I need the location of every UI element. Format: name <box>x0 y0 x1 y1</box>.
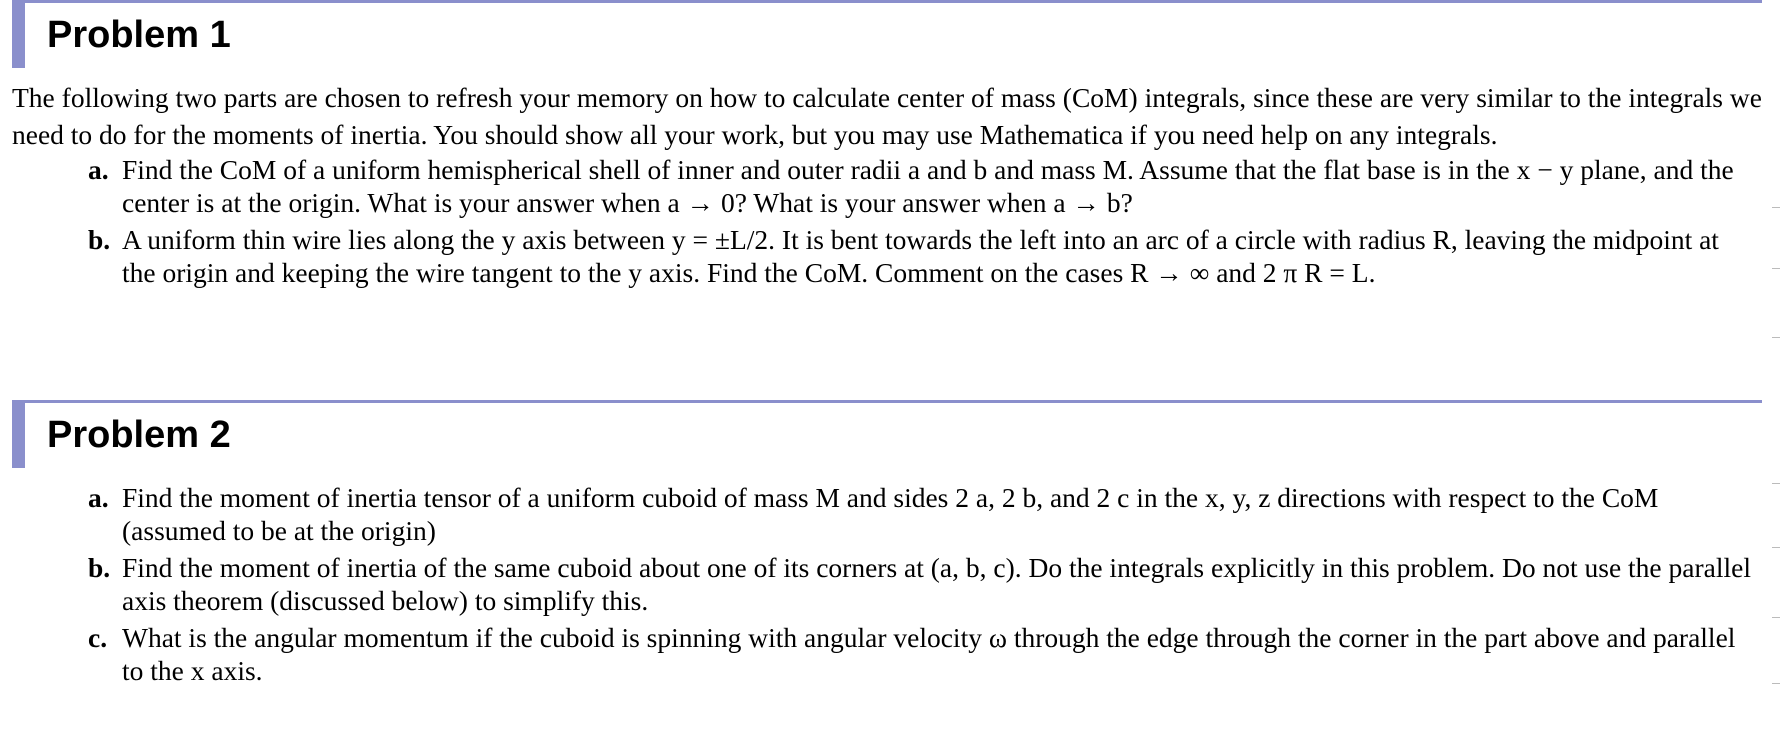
cell-bracket-mark[interactable] <box>1772 268 1780 269</box>
section-accent-bar <box>12 3 25 68</box>
section-accent-bar <box>12 403 25 468</box>
cell-bracket-mark[interactable] <box>1772 617 1780 618</box>
problem-2-part-c <box>88 621 1762 687</box>
problem-1-section <box>12 0 1762 293</box>
problem-2-part-b <box>88 551 1762 617</box>
problem-1-intro: The following two parts are chosen to refresh your memory on how to calculate center of mass (CoM) integrals, since these are very similar to the integrals we need to do for the moments of inertia. You should show all your work, but you may use Mathematica if you need help on any integrals. <box>12 82 1762 150</box>
problem-2-title: Problem 2 <box>47 414 231 456</box>
part-label: a. <box>88 482 109 513</box>
cell-bracket-mark[interactable] <box>1772 207 1780 208</box>
cell-bracket-mark[interactable] <box>1772 683 1780 684</box>
part-label: a. <box>88 154 109 185</box>
cell-bracket-mark[interactable] <box>1772 547 1780 548</box>
cell-bracket-mark[interactable] <box>1772 483 1780 484</box>
part-label: b. <box>88 552 111 583</box>
problem-2-section <box>12 400 1762 691</box>
problem-1-part-a <box>88 153 1762 219</box>
cell-bracket-marks <box>1768 0 1782 738</box>
problem-1-part-b <box>88 223 1762 289</box>
problem-2-header <box>12 400 1762 471</box>
part-label: b. <box>88 224 111 255</box>
part-text: What is the angular momentum if the cuboid is spinning with angular velocity ω through the edge through the corner in the part above and parallel to the x axis. <box>122 622 1736 686</box>
cell-bracket-mark[interactable] <box>1772 337 1780 338</box>
part-label: c. <box>88 622 108 653</box>
problem-1-title: Problem 1 <box>47 14 231 56</box>
problem-2-part-a <box>88 481 1762 547</box>
part-text: A uniform thin wire lies along the y axis between y = ±L/2. It is bent towards the left into an arc of a circle with radius R, leaving the midpoint at the origin and keeping the wire tangent to the y axis. Find the CoM. Comment on the cases R → ∞ and 2 π R = L. <box>122 224 1719 288</box>
part-text: Find the CoM of a uniform hemispherical shell of inner and outer radii a and b and mass M. Assume that the flat base is in the x − y plane, and the center is at the origin. What is your answer when a → 0? What is your answer when a → b? <box>122 154 1734 218</box>
problem-2-parts <box>12 471 1762 687</box>
part-text: Find the moment of inertia tensor of a uniform cuboid of mass M and sides 2 a, 2 b, and 2 c in the x, y, z directions with respect to the CoM (assumed to be at the origin) <box>122 482 1659 546</box>
part-text: Find the moment of inertia of the same cuboid about one of its corners at (a, b, c). Do the integrals explicitly in this problem. Do not use the parallel axis theorem (discussed below) to simplify this. <box>122 552 1751 616</box>
problem-1-header <box>12 0 1762 71</box>
problem-1-parts <box>12 153 1762 289</box>
